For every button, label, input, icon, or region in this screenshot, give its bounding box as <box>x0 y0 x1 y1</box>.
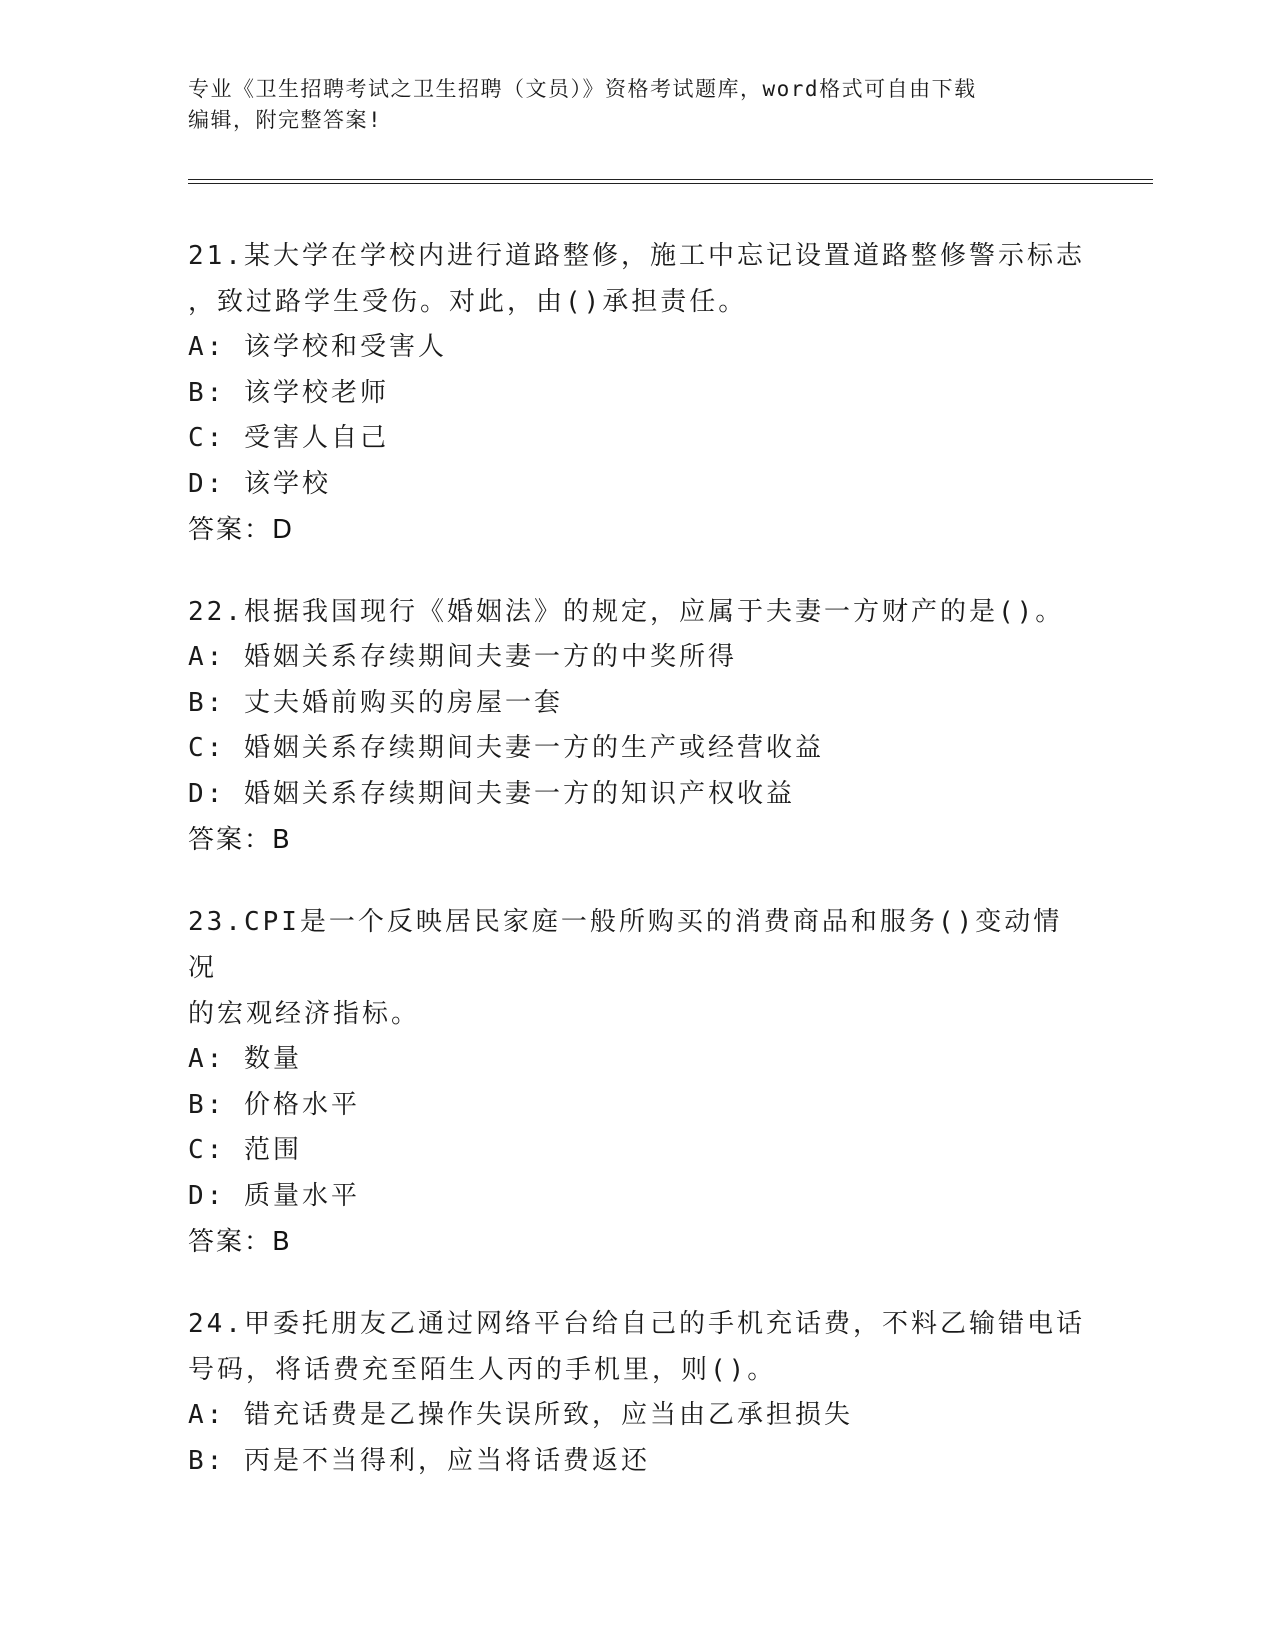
question-stem-line: 22.根据我国现行《婚姻法》的规定，应属于夫妻一方财产的是()。 <box>188 597 1065 627</box>
option-d: D: 婚姻关系存续期间夫妻一方的知识产权收益 <box>188 778 795 809</box>
answer-line: 答案：B <box>188 1227 292 1257</box>
option-a: A: 数量 <box>188 1044 302 1074</box>
question-stem-line: 的宏观经济指标。 <box>188 999 421 1029</box>
question-stem <box>188 1301 1088 1393</box>
question-stem-line: ，致过路学生受伤。对此，由()承担责任。 <box>188 287 748 317</box>
option-c: C: 范围 <box>188 1135 302 1165</box>
question-list <box>188 233 1088 1520</box>
header-double-rule <box>188 179 1153 184</box>
question-stem <box>188 233 1088 325</box>
option-a: A: 婚姻关系存续期间夫妻一方的中奖所得 <box>188 642 737 672</box>
question-stem <box>188 899 1088 1037</box>
option-c: C: 婚姻关系存续期间夫妻一方的生产或经营收益 <box>188 733 824 763</box>
question-stem <box>188 589 1088 635</box>
question-22 <box>188 589 1088 863</box>
option-b: B: 该学校老师 <box>188 377 389 408</box>
option-a: A: 错充话费是乙操作失误所致，应当由乙承担损失 <box>188 1400 853 1430</box>
header-intro-line-2: 编辑，附完整答案! <box>188 108 383 132</box>
question-stem-line: 23.CPI是一个反映居民家庭一般所购买的消费商品和服务()变动情况 <box>188 907 1063 983</box>
question-23 <box>188 899 1088 1265</box>
option-c: C: 受害人自己 <box>188 423 389 453</box>
option-b: B: 丙是不当得利，应当将话费返还 <box>188 1445 650 1476</box>
question-stem-line: 24.甲委托朋友乙通过网络平台给自己的手机充话费，不料乙输错电话 <box>188 1309 1085 1339</box>
answer-line: 答案：D <box>188 515 295 545</box>
question-21 <box>188 233 1088 553</box>
option-b: B: 价格水平 <box>188 1089 360 1120</box>
option-a: A: 该学校和受害人 <box>188 332 447 362</box>
option-d: D: 质量水平 <box>188 1180 360 1211</box>
option-d: D: 该学校 <box>188 468 331 499</box>
question-24 <box>188 1301 1088 1484</box>
header-intro-line-1: 专业《卫生招聘考试之卫生招聘（文员）》资格考试题库，word格式可自由下载 <box>188 77 977 101</box>
document-header <box>188 74 1088 136</box>
answer-line: 答案：B <box>188 825 292 855</box>
question-stem-line: 号码，将话费充至陌生人丙的手机里，则()。 <box>188 1355 777 1385</box>
question-stem-line: 21.某大学在学校内进行道路整修，施工中忘记设置道路整修警示标志 <box>188 241 1085 271</box>
option-b: B: 丈夫婚前购买的房屋一套 <box>188 687 563 718</box>
